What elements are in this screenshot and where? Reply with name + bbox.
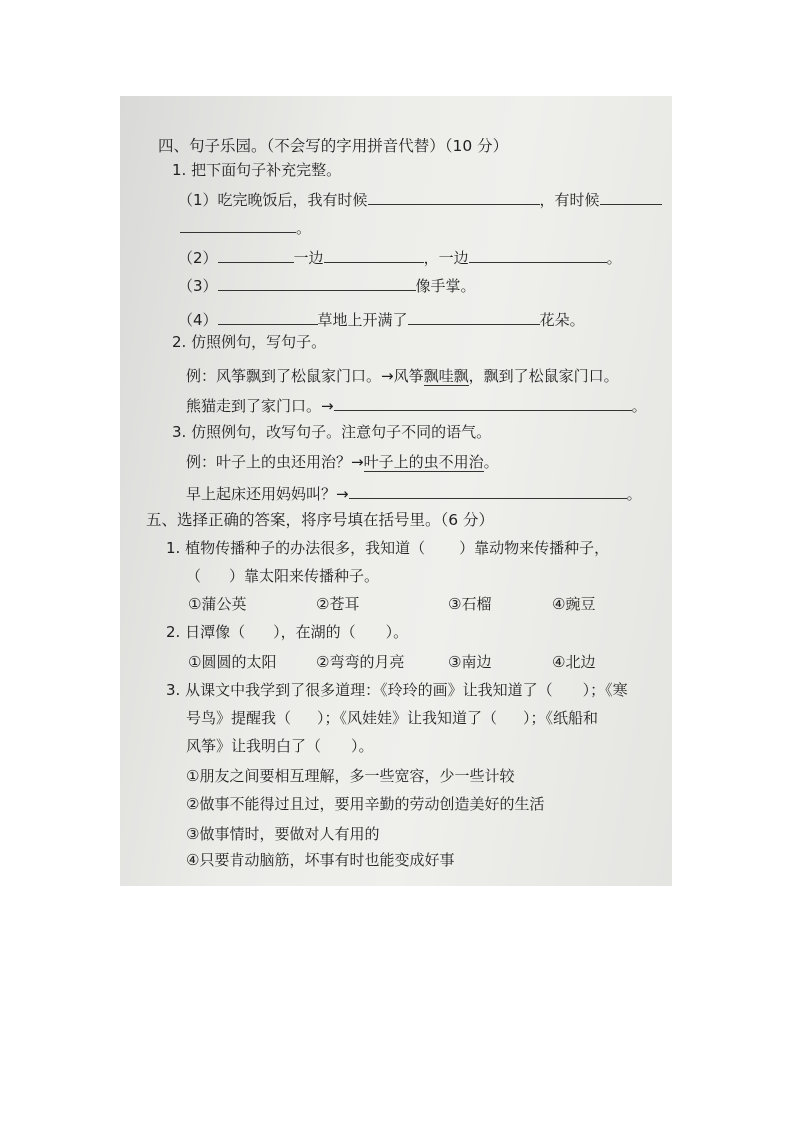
q1-s4-text-a: （4） [178,311,218,329]
worksheet-photo [120,96,672,886]
q3-example [186,452,499,472]
section5-title: 五、选择正确的答案，将序号填在括号里。（6 分） [146,511,495,529]
q2-title: 2. 仿照例句，写句子。 [172,333,327,351]
q1-sentence1 [178,188,662,210]
s5-q1-text-d: ）靠太阳来传播种子。 [229,567,380,585]
s5-q3-text-c: 号鸟》提醒我（ [186,709,292,727]
answer-blank[interactable] [334,394,632,411]
s5-q2-option-2: ②弯弯的月亮 [316,653,405,671]
q3-example-text-a: 例：叶子上的虫还用治？→ [186,453,364,471]
q3-example-text-b: 。 [483,453,499,471]
s5-q2-text-b: ），在湖的（ [273,623,356,641]
s5-q1-option-1: ①蒲公英 [188,595,247,613]
s5-q3-line1 [166,680,628,700]
section4-title: 四、句子乐园。（不会写的字用拼音代替）（10 分） [158,137,509,155]
q1-sentence3 [178,274,476,296]
answer-blank[interactable] [368,188,540,205]
answer-blank[interactable] [180,216,296,233]
answer-blank[interactable] [218,274,416,291]
q2-task-text: 熊猫走到了家门口。→ [186,397,334,415]
q3-task-end: 。 [626,485,642,503]
s5-q1-text-a: 1. 植物传播种子的办法很多，我知道（ [166,539,426,557]
q3-example-underlined: 叶子上的虫不用治 [363,453,484,471]
s5-q1-option-3: ③石榴 [448,595,492,613]
s5-q1-option-2: ②苍耳 [316,595,360,613]
answer-blank[interactable] [469,246,607,263]
s5-q3-option-3: ③做事情时，要做对人有用的 [186,825,380,843]
q2-task-end: 。 [631,397,647,415]
s5-q1-text-b: ）靠动物来传播种子， [459,539,610,557]
s5-q1-option-4: ④豌豆 [552,595,596,613]
q1-s1-end: 。 [296,219,312,237]
s5-q2-text-a: 2. 日潭像（ [166,623,246,641]
answer-blank[interactable] [324,246,424,263]
s5-q2-option-1: ①圆圆的太阳 [188,653,277,671]
q2-example-underlined: 飘哇飘 [423,367,469,385]
s5-q1-line2 [186,566,379,586]
s5-q2-text-c: ）。 [385,623,409,641]
q1-s4-text-c: 花朵。 [539,311,585,329]
s5-q3-option-2: ②做事不能得过且过，要用辛勤的劳动创造美好的生活 [186,795,545,813]
q1-s2-text-b: 一边 [293,249,324,267]
s5-q3-text-b: ）；《寒 [582,681,628,699]
q1-s1-text-a: （1）吃完晚饭后，我有时候 [178,191,368,209]
q1-s2-end: 。 [606,249,622,267]
s5-q3-text-a: 3. 从课文中我学到了很多道理：《玲玲的画》让我知道了（ [166,681,553,699]
s5-q3-text-g: ）。 [351,737,374,755]
answer-blank[interactable] [600,188,662,205]
s5-q3-option-1: ①朋友之间要相互理解，多一些宽容，少一些计较 [186,767,515,785]
s5-q2-line [166,622,408,642]
answer-blank[interactable] [218,308,318,325]
q3-task [186,482,642,504]
s5-q2-option-3: ③南边 [448,653,492,671]
q1-s2-text-a: （2） [178,249,218,267]
q3-title: 3. 仿照例句，改写句子。注意句子不同的语气。 [172,423,492,441]
s5-q3-text-f: 风筝》让我明白了（ [186,737,322,755]
answer-blank[interactable] [218,246,294,263]
s5-q3-option-4: ④只要肯动脑筋，坏事有时也能变成好事 [186,851,455,869]
s5-q3-text-e: ）；《纸船和 [523,709,599,727]
s5-q1-line1 [166,538,609,558]
q2-example-text-b: ，飘到了松鼠家门口。 [468,367,619,385]
q2-example-text-a: 例：风筝飘到了松鼠家门口。→风筝 [186,367,424,385]
q1-s3-text-a: （3） [178,277,218,295]
answer-blank[interactable] [408,308,540,325]
q1-sentence2 [178,246,622,268]
q1-s1-text-b: ，有时候 [539,191,600,209]
s5-q2-option-4: ④北边 [552,653,596,671]
s5-q1-text-c: （ [186,567,202,585]
s5-q3-line2 [186,708,598,728]
s5-q3-line3 [186,736,374,756]
q2-example [186,366,619,386]
q1-sentence4 [178,308,585,330]
q1-s4-text-b: 草地上开满了 [317,311,408,329]
answer-blank[interactable] [349,482,627,499]
q1-s3-text-b: 像手掌。 [415,277,476,295]
q1-title: 1. 把下面句子补充完整。 [172,161,342,179]
q1-s2-text-c: ，一边 [423,249,469,267]
q2-task [186,394,647,416]
q3-task-text: 早上起床还用妈妈叫？→ [186,485,349,503]
s5-q3-text-d: ）；《风娃娃》让我知道了（ [317,709,498,727]
q1-sentence1-cont [180,216,311,238]
